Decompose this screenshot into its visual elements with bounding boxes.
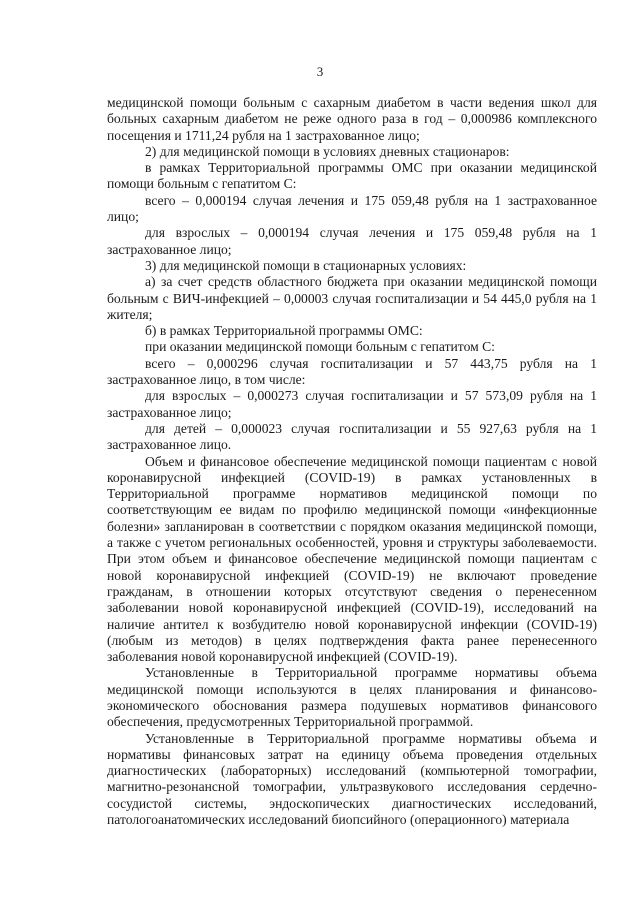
page-number: 3 bbox=[316, 64, 324, 79]
paragraph: медицинской помощи больным с сахарным диабетом в части ведения школ для больных сахарным диабетом не реже одного раза в год – 0,000986 комплексного посещения и 1711,24 рубля на 1 застрахованное лицо; bbox=[107, 95, 597, 143]
paragraph: Установленные в Территориальной программе нормативы объема медицинской помощи используются в целях планирования и финансово-экономического обоснования размера подушевых нормативов финансового обеспечения, предусмотренных Территориальной программой. bbox=[107, 665, 597, 730]
paragraph: всего – 0,000194 случая лечения и 175 059,48 рубля на 1 застрахованное лицо; bbox=[107, 192, 597, 225]
paragraph: Установленные в Территориальной программе нормативы объема и нормативы финансовых затрат на единицу объема проведения отдельных диагностических (лабораторных) исследований (компьютерной томографии, магнитно-резонансной томографии, ультразвукового исследования сердечно-сосудистой системы, эндоскопических диагностических исследований, патологоанатомических исследований биопсийного (операционного) материала bbox=[107, 730, 597, 828]
paragraph: б) в рамках Территориальной программы ОМС: bbox=[145, 323, 423, 339]
paragraph: 3) для медицинской помощи в стационарных условиях: bbox=[145, 257, 467, 273]
paragraph: 2) для медицинской помощи в условиях дневных стационаров: bbox=[145, 143, 510, 159]
paragraph: для детей – 0,000023 случая госпитализации и 55 927,63 рубля на 1 застрахованное лицо. bbox=[107, 420, 597, 453]
paragraph: при оказании медицинской помощи больным с гепатитом С: bbox=[145, 339, 495, 355]
document-body bbox=[107, 95, 597, 828]
paragraph: для взрослых – 0,000194 случая лечения и 175 059,48 рубля на 1 застрахованное лицо; bbox=[107, 225, 597, 257]
paragraph: Объем и финансовое обеспечение медицинской помощи пациентам с новой коронавирусной инфекцией (COVID-19) в рамках установленных в Территориальной программе нормативов медицинской помощи по соответствующим ее видам по профилю медицинской помощи «инфекционные болезни» запланирован в соответствии с порядком оказания медицинской помощи, а также с учетом региональных особенностей, уровня и структуры заболеваемости. При этом объем и финансовое обеспечение медицинской помощи пациентам с новой коронавирусной инфекцией (COVID-19) не включают проведение гражданам, в отношении которых отсутствуют сведения о перенесенном заболевании новой коронавирусной инфекцией (COVID-19), исследований на наличие антител к возбудителю новой коронавирусной инфекции (COVID-19) (любым из методов) в целях подтверждения факта ранее перенесенного заболевания новой коронавирусной инфекцией (COVID-19). bbox=[107, 453, 597, 665]
paragraph: а) за счет средств областного бюджета при оказании медицинской помощи больным с ВИЧ-инфекцией – 0,00003 случая госпитализации и 54 445,0 рубля на 1 жителя; bbox=[107, 274, 597, 322]
paragraph: для взрослых – 0,000273 случая госпитализации и 57 573,09 рубля на 1 застрахованное лицо; bbox=[107, 388, 597, 420]
paragraph: всего – 0,000296 случая госпитализации и 57 443,75 рубля на 1 застрахованное лицо, в том числе: bbox=[107, 355, 597, 388]
paragraph: в рамках Территориальной программы ОМС при оказании медицинской помощи больным с гепатитом С: bbox=[107, 160, 597, 192]
